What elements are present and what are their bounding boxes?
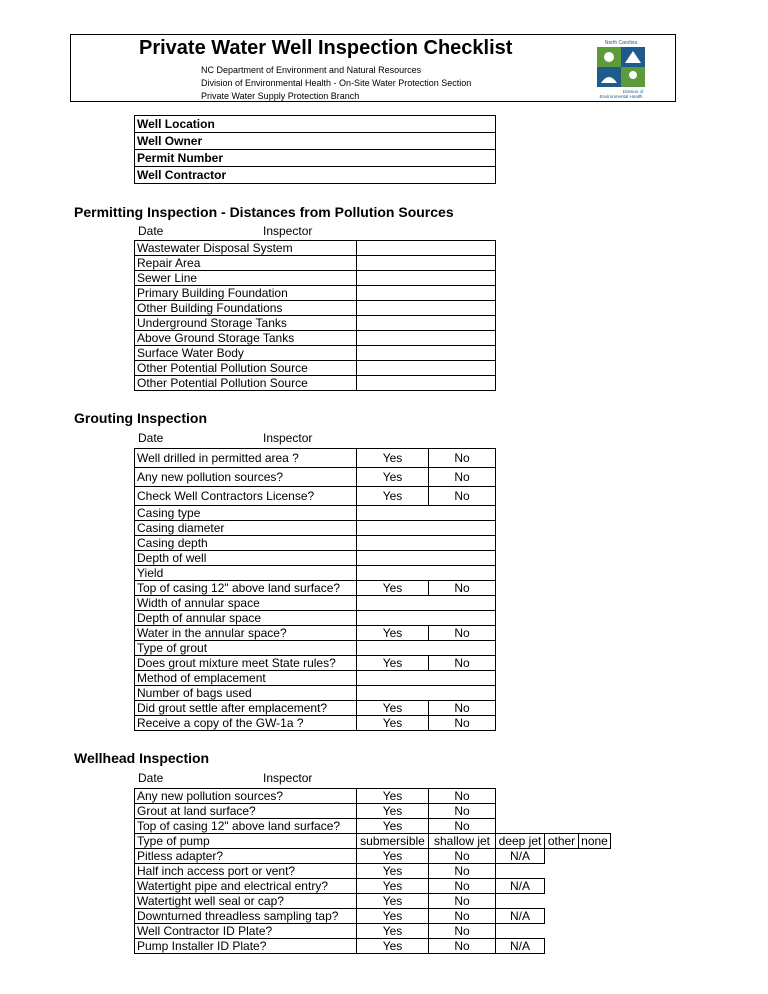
grouting-item-label: Depth of well	[134, 550, 357, 566]
grouting-value-cell[interactable]	[356, 520, 496, 536]
well-info-table	[134, 115, 496, 184]
yes-option[interactable]: Yes	[356, 625, 429, 641]
yes-option[interactable]: Yes	[356, 863, 429, 879]
no-option[interactable]: No	[428, 625, 496, 641]
wellhead-item-label: Well Contractor ID Plate?	[134, 923, 357, 939]
yes-option[interactable]: Yes	[356, 893, 429, 909]
grouting-section-title: Grouting Inspection	[74, 410, 207, 426]
distance-label: Above Ground Storage Tanks	[134, 330, 357, 346]
permitting-inspector-label: Inspector	[263, 224, 313, 238]
wellhead-item-label: Watertight pipe and electrical entry?	[134, 878, 357, 894]
distance-value-cell[interactable]	[356, 285, 496, 301]
wellhead-item-label: Type of pump	[134, 833, 357, 849]
wellhead-section-title: Wellhead Inspection	[74, 750, 210, 766]
distance-value-cell[interactable]	[356, 375, 496, 391]
distance-label: Other Potential Pollution Source	[134, 375, 357, 391]
no-option[interactable]: No	[428, 893, 496, 909]
distance-value-cell[interactable]	[356, 345, 496, 361]
wellhead-item-label: Downturned threadless sampling tap?	[134, 908, 357, 924]
yes-option[interactable]: Yes	[356, 848, 429, 864]
grouting-item-label: Check Well Contractors License?	[134, 486, 357, 506]
distance-value-cell[interactable]	[356, 270, 496, 286]
no-option[interactable]: No	[428, 700, 496, 716]
wellhead-item-label: Top of casing 12" above land surface?	[134, 818, 357, 834]
pump-deep-jet-option[interactable]: deep jet	[495, 833, 545, 849]
wellhead-item-label: Watertight well seal or cap?	[134, 893, 357, 909]
grouting-value-cell[interactable]	[356, 595, 496, 611]
no-option[interactable]: No	[428, 580, 496, 596]
distance-value-cell[interactable]	[356, 240, 496, 256]
distance-label: Other Potential Pollution Source	[134, 360, 357, 376]
na-option[interactable]: N/A	[495, 938, 545, 954]
agency-line: NC Department of Environment and Natural Resources	[201, 65, 422, 75]
no-option[interactable]: No	[428, 878, 496, 894]
wellhead-item-label: Any new pollution sources?	[134, 788, 357, 804]
grouting-item-label: Any new pollution sources?	[134, 467, 357, 487]
grouting-item-label: Width of annular space	[134, 595, 357, 611]
yes-option[interactable]: Yes	[356, 908, 429, 924]
grouting-value-cell[interactable]	[356, 610, 496, 626]
well-owner-field[interactable]: Well Owner	[134, 132, 496, 150]
distance-label: Other Building Foundations	[134, 300, 357, 316]
grouting-item-label: Top of casing 12" above land surface?	[134, 580, 357, 596]
na-option[interactable]: N/A	[495, 848, 545, 864]
page-title: Private Water Well Inspection Checklist	[139, 37, 513, 59]
na-option[interactable]: N/A	[495, 878, 545, 894]
yes-option[interactable]: Yes	[356, 486, 429, 506]
document-header	[70, 34, 676, 102]
no-option[interactable]: No	[428, 715, 496, 731]
no-option[interactable]: No	[428, 467, 496, 487]
distance-label: Repair Area	[134, 255, 357, 271]
pump-none-option[interactable]: none	[578, 833, 611, 849]
no-option[interactable]: No	[428, 788, 496, 804]
grouting-value-cell[interactable]	[356, 505, 496, 521]
distance-value-cell[interactable]	[356, 315, 496, 331]
division-logo	[591, 39, 651, 99]
branch-line: Private Water Supply Protection Branch	[201, 91, 360, 101]
no-option[interactable]: No	[428, 923, 496, 939]
permit-number-field[interactable]: Permit Number	[134, 149, 496, 167]
yes-option[interactable]: Yes	[356, 878, 429, 894]
wellhead-date-label: Date	[138, 771, 164, 785]
distance-label: Surface Water Body	[134, 345, 357, 361]
na-option[interactable]: N/A	[495, 908, 545, 924]
no-option[interactable]: No	[428, 803, 496, 819]
no-option[interactable]: No	[428, 448, 496, 468]
grouting-value-cell[interactable]	[356, 535, 496, 551]
grouting-value-cell[interactable]	[356, 550, 496, 566]
distance-label: Underground Storage Tanks	[134, 315, 357, 331]
well-contractor-field[interactable]: Well Contractor	[134, 166, 496, 184]
grouting-item-label: Yield	[134, 565, 357, 581]
yes-option[interactable]: Yes	[356, 818, 429, 834]
grouting-item-label: Number of bags used	[134, 685, 357, 701]
no-option[interactable]: No	[428, 863, 496, 879]
distance-value-cell[interactable]	[356, 330, 496, 346]
grouting-inspector-label: Inspector	[263, 431, 313, 445]
grouting-item-label: Casing diameter	[134, 520, 357, 536]
yes-option[interactable]: Yes	[356, 448, 429, 468]
yes-option[interactable]: Yes	[356, 467, 429, 487]
grouting-item-label: Receive a copy of the GW-1a ?	[134, 715, 357, 731]
wellhead-item-label: Pitless adapter?	[134, 848, 357, 864]
distance-label: Primary Building Foundation	[134, 285, 357, 301]
distance-value-cell[interactable]	[356, 255, 496, 271]
logo-top-text: North Carolina	[604, 40, 638, 46]
grouting-item-label: Casing type	[134, 505, 357, 521]
grouting-item-label: Casing depth	[134, 535, 357, 551]
grouting-item-label: Method of emplacement	[134, 670, 357, 686]
no-option[interactable]: No	[428, 938, 496, 954]
division-line: Division of Environmental Health - On-Site Water Protection Section	[201, 78, 472, 88]
permitting-section-title: Permitting Inspection - Distances from Pollution Sources	[74, 204, 454, 220]
wellhead-item-label: Pump Installer ID Plate?	[134, 938, 357, 954]
wellhead-item-label: Half inch access port or vent?	[134, 863, 357, 879]
no-option[interactable]: No	[428, 848, 496, 864]
permitting-date-label: Date	[138, 224, 164, 238]
no-option[interactable]: No	[428, 818, 496, 834]
pump-shallow-jet-option[interactable]: shallow jet	[428, 833, 496, 849]
distance-value-cell[interactable]	[356, 300, 496, 316]
distance-label: Wastewater Disposal System	[134, 240, 357, 256]
yes-option[interactable]: Yes	[356, 923, 429, 939]
pump-other-option[interactable]: other	[544, 833, 579, 849]
grouting-item-label: Did grout settle after emplacement?	[134, 700, 357, 716]
yes-option[interactable]: Yes	[356, 803, 429, 819]
distance-label: Sewer Line	[134, 270, 357, 286]
distance-value-cell[interactable]	[356, 360, 496, 376]
wellhead-inspector-label: Inspector	[263, 771, 313, 785]
wellhead-item-label: Grout at land surface?	[134, 803, 357, 819]
grouting-value-cell[interactable]	[356, 565, 496, 581]
yes-option[interactable]: Yes	[356, 938, 429, 954]
grouting-item-label: Well drilled in permitted area ?	[134, 448, 357, 468]
grouting-value-cell[interactable]	[356, 670, 496, 686]
grouting-item-label: Water in the annular space?	[134, 625, 357, 641]
logo-bottom-text-1: Division of	[622, 89, 644, 94]
yes-option[interactable]: Yes	[356, 715, 429, 731]
no-option[interactable]: No	[428, 655, 496, 671]
grouting-item-label: Depth of annular space	[134, 610, 357, 626]
pump-submersible-option[interactable]: submersible	[356, 833, 429, 849]
yes-option[interactable]: Yes	[356, 655, 429, 671]
grouting-value-cell[interactable]	[356, 640, 496, 656]
no-option[interactable]: No	[428, 486, 496, 506]
well-location-field[interactable]: Well Location	[134, 115, 496, 133]
logo-bottom-text-2: Environmental Health	[599, 94, 643, 99]
yes-option[interactable]: Yes	[356, 580, 429, 596]
no-option[interactable]: No	[428, 908, 496, 924]
yes-option[interactable]: Yes	[356, 700, 429, 716]
grouting-item-label: Type of grout	[134, 640, 357, 656]
grouting-date-label: Date	[138, 431, 164, 445]
grouting-value-cell[interactable]	[356, 685, 496, 701]
yes-option[interactable]: Yes	[356, 788, 429, 804]
grouting-item-label: Does grout mixture meet State rules?	[134, 655, 357, 671]
